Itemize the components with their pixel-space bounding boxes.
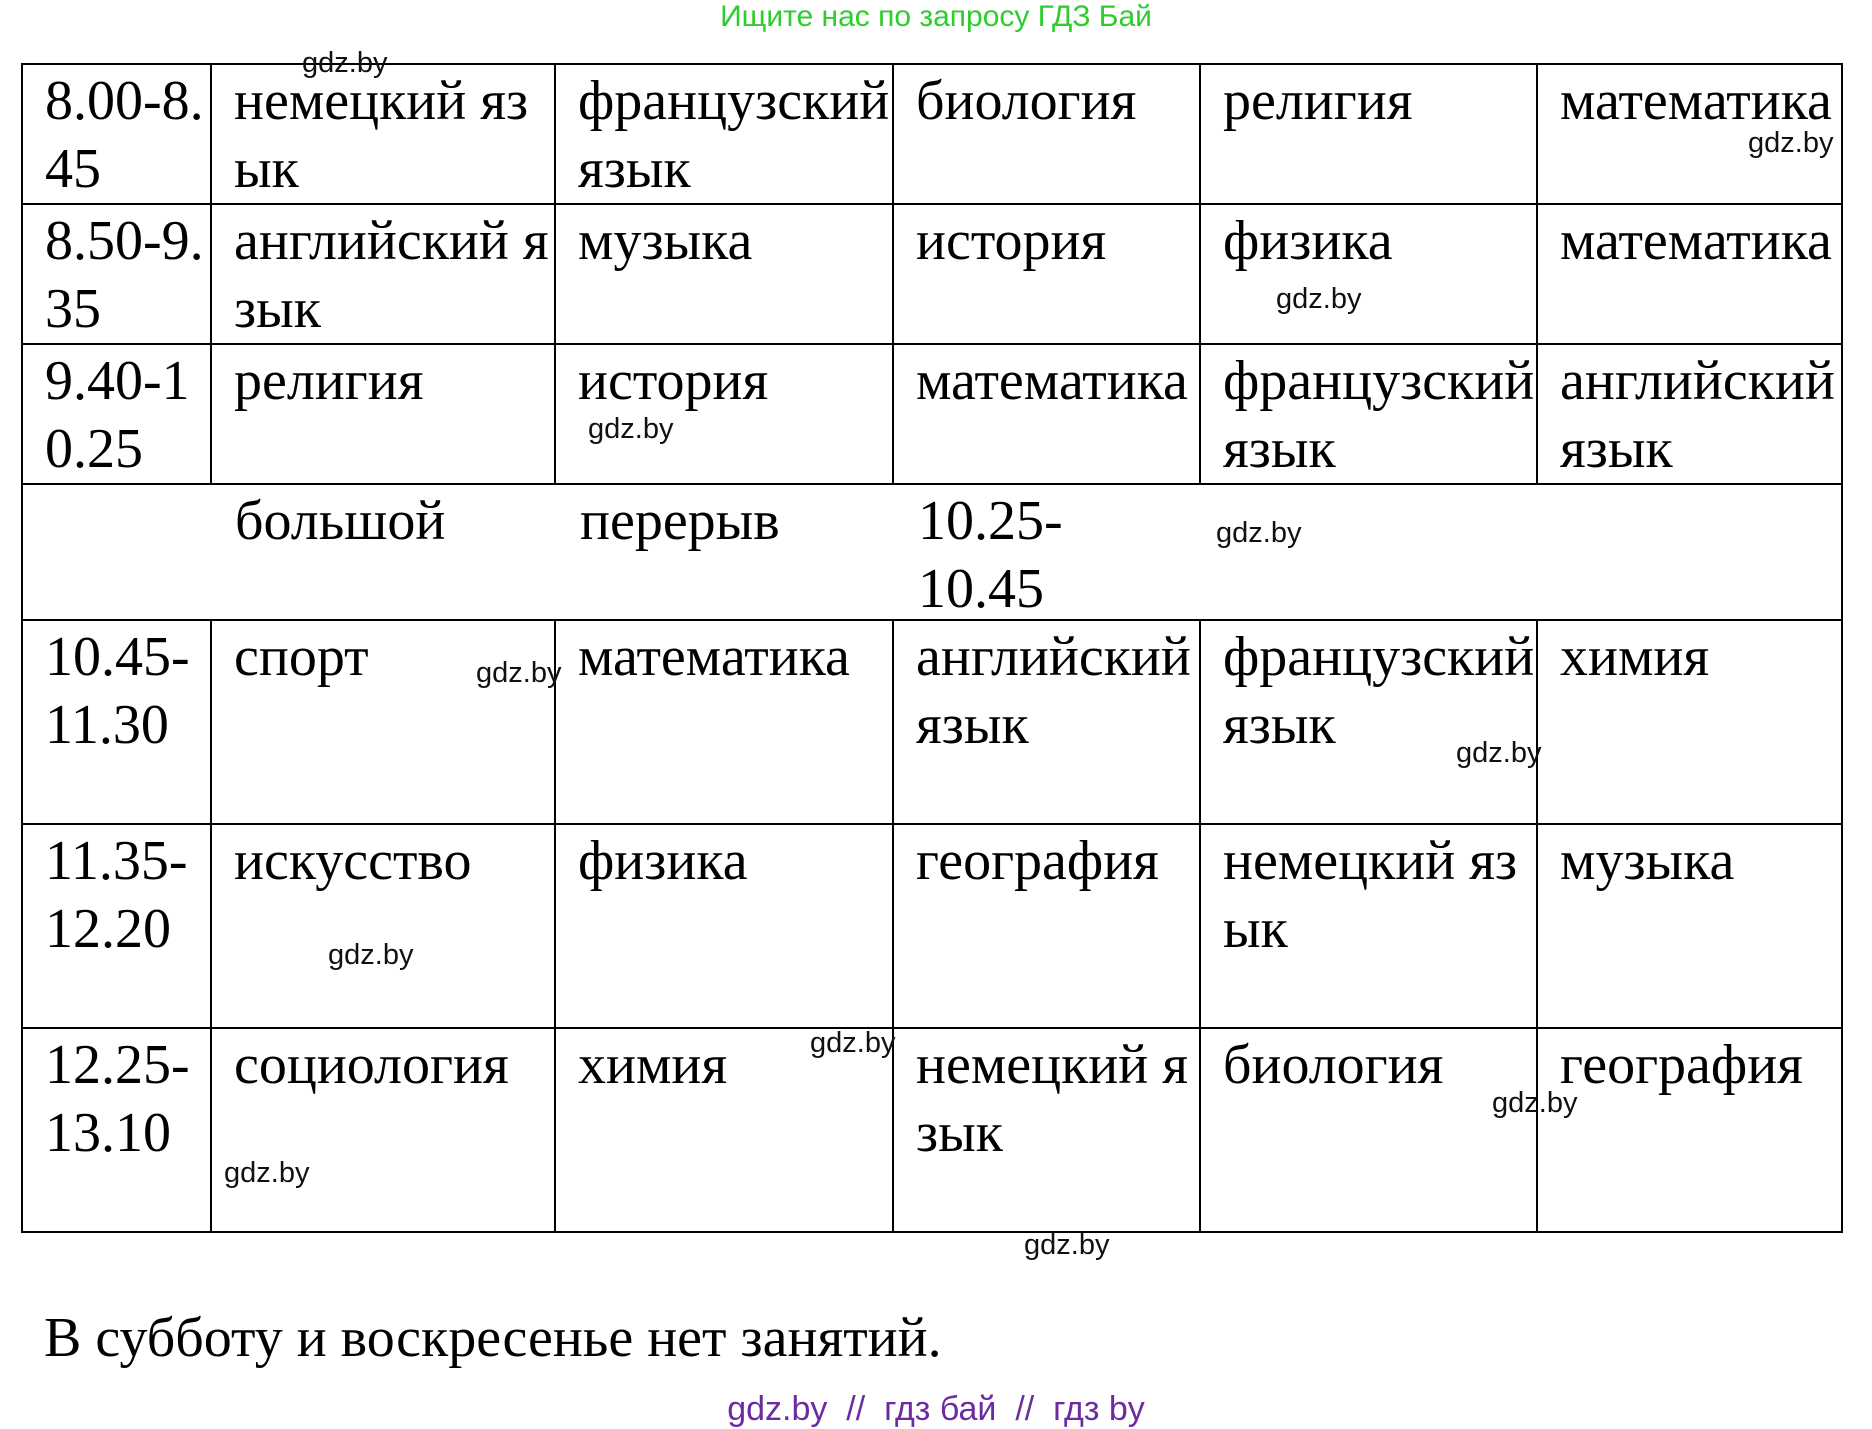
break-label: перерыв	[580, 490, 780, 552]
watermark: gdz.by	[1276, 283, 1362, 315]
lesson-cell: химия	[1537, 620, 1842, 824]
lesson-cell: немецкий язык	[211, 64, 555, 204]
lesson-cell: музыка	[555, 204, 893, 344]
lesson-cell: география	[1537, 1028, 1842, 1232]
break-cell	[22, 484, 1842, 620]
lesson-cell: английский язык	[893, 620, 1200, 824]
lesson-cell: французский язык	[555, 64, 893, 204]
bottom-links[interactable]: gdz.by // гдз бай // гдз by	[727, 1390, 1145, 1428]
lesson-cell: английский язык	[1537, 344, 1842, 484]
lesson-cell: история	[893, 204, 1200, 344]
lesson-cell: математика	[893, 344, 1200, 484]
table-row	[22, 204, 1842, 344]
lesson-cell: физика	[1200, 204, 1537, 344]
watermark: gdz.by	[476, 657, 562, 689]
lesson-cell: география	[893, 824, 1200, 1028]
lesson-cell: химия	[555, 1028, 893, 1232]
watermark: gdz.by	[1492, 1087, 1578, 1119]
lesson-cell: английский язык	[211, 204, 555, 344]
table-row	[22, 344, 1842, 484]
table-row	[22, 620, 1842, 824]
time-cell: 12.25-13.10	[22, 1028, 211, 1232]
lesson-cell: биология	[1200, 1028, 1537, 1232]
time-cell: 10.45-11.30	[22, 620, 211, 824]
break-time: 10.25-10.45	[918, 490, 1063, 620]
watermark: gdz.by	[1748, 127, 1834, 159]
lesson-cell: немецкий язык	[1200, 824, 1537, 1028]
footnote: В субботу и воскресенье нет занятий.	[44, 1307, 942, 1369]
lesson-cell: немецкий язык	[893, 1028, 1200, 1232]
lesson-cell: спорт	[211, 620, 555, 824]
lesson-cell: музыка	[1537, 824, 1842, 1028]
lesson-cell: математика	[1537, 64, 1842, 204]
break-row	[22, 484, 1842, 620]
lesson-cell: биология	[893, 64, 1200, 204]
lesson-cell: религия	[1200, 64, 1537, 204]
break-label: большой	[235, 490, 446, 552]
watermark: gdz.by	[1024, 1229, 1110, 1261]
watermark: gdz.by	[588, 413, 674, 445]
table-row	[22, 824, 1842, 1028]
lesson-cell: религия	[211, 344, 555, 484]
table-row	[22, 1028, 1842, 1232]
lesson-cell: математика	[1537, 204, 1842, 344]
lesson-cell: физика	[555, 824, 893, 1028]
watermark: gdz.by	[1456, 737, 1542, 769]
lesson-cell: социология	[211, 1028, 555, 1232]
time-cell: 8.00-8.45	[22, 64, 211, 204]
lesson-cell: математика	[555, 620, 893, 824]
table-row	[22, 64, 1842, 204]
watermark: gdz.by	[224, 1157, 310, 1189]
lesson-cell: искусство	[211, 824, 555, 1028]
watermark: gdz.by	[810, 1027, 896, 1059]
schedule-table	[21, 63, 1843, 1233]
lesson-cell: французский язык	[1200, 620, 1537, 824]
top-banner[interactable]: Ищите нас по запросу ГДЗ Бай	[720, 0, 1152, 33]
watermark: gdz.by	[1216, 517, 1302, 549]
lesson-cell: история	[555, 344, 893, 484]
time-cell: 9.40-10.25	[22, 344, 211, 484]
time-cell: 8.50-9.35	[22, 204, 211, 344]
time-cell: 11.35-12.20	[22, 824, 211, 1028]
lesson-cell: французский язык	[1200, 344, 1537, 484]
watermark: gdz.by	[302, 47, 388, 79]
watermark: gdz.by	[328, 939, 414, 971]
